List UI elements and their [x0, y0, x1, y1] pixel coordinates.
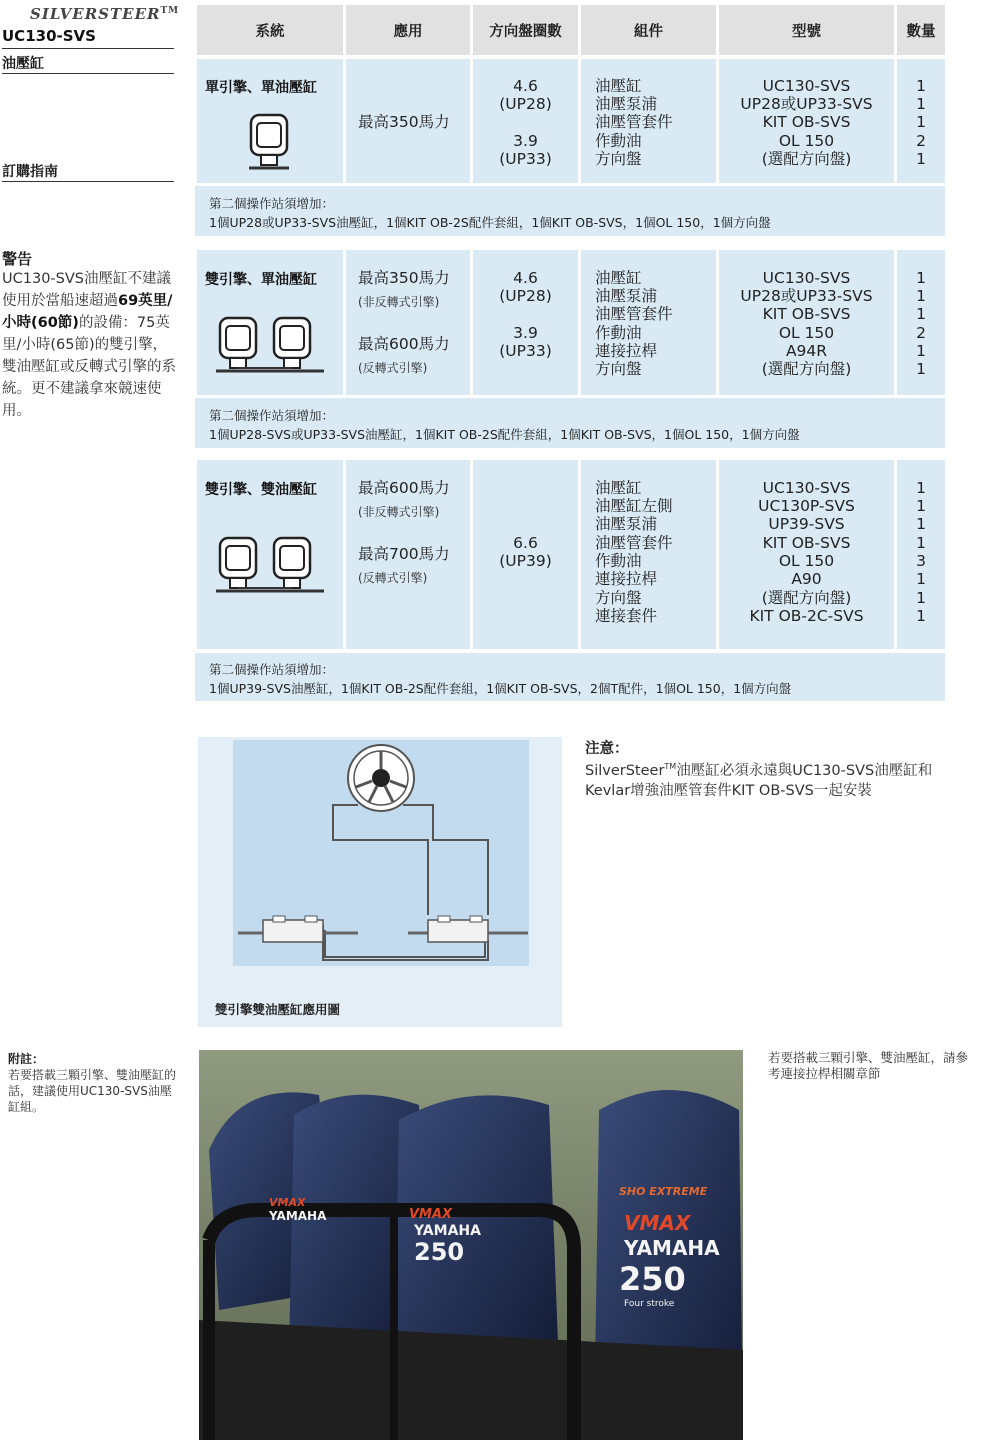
brand-logo: SILVERSTEER™: [30, 5, 180, 23]
turns-value: 4.6: [513, 77, 538, 95]
photo-illustration: [199, 1050, 743, 1440]
model-item: UC130-SVS: [762, 479, 851, 497]
application-text: 最高350馬力: [358, 269, 450, 287]
brand-label: YAMAHA: [624, 1236, 720, 1260]
brand-label: YAMAHA: [269, 1209, 327, 1223]
second-station-note: [195, 653, 945, 701]
component-item: 作動油: [595, 132, 642, 150]
model-item: (選配方向盤): [761, 150, 852, 168]
qty-item: 1: [916, 479, 926, 497]
model-item: UP28或UP33-SVS: [740, 95, 873, 113]
qty-item: 1: [916, 589, 926, 607]
note-text: 1個UP28或UP33-SVS油壓缸，1個KIT OB-2S配件套組，1個KIT OB-SVS，1個OL 150，1個方向盤: [209, 215, 771, 230]
qty-item: 1: [916, 269, 926, 287]
hydraulic-cylinder-left-icon: [238, 916, 358, 942]
turns-model: (UP33): [499, 342, 552, 360]
outboard-engine-icon: [245, 113, 293, 171]
vmax-label: VMAX: [409, 1207, 453, 1222]
application-subtext: (非反轉式引擎): [358, 295, 440, 309]
component-item: 油壓管套件: [595, 305, 673, 323]
qty-item: 1: [916, 515, 926, 533]
model-item: KIT OB-SVS: [762, 305, 851, 323]
footnote-text: 若要搭載三顆引擎、雙油壓缸的話，建議使用UC130-SVS油壓缸組。: [8, 1068, 177, 1114]
qty-item: 3: [916, 552, 926, 570]
application-text: 最高700馬力: [358, 545, 450, 563]
divider: [2, 181, 174, 182]
hydraulic-layout-diagram: [233, 740, 529, 966]
divider: [2, 73, 174, 74]
turns-model: (UP28): [499, 287, 552, 305]
diagram-caption: 雙引擎雙油壓缸應用圖: [215, 1002, 341, 1017]
model-item: KIT OB-2C-SVS: [749, 607, 864, 625]
warning-text: UC130-SVS油壓缸不建議使用於當船速超過69英里/小時(60節)的設備：75英里/小時(65節)的雙引擎，雙油壓缸或反轉式引擎的系統。更不建議拿來競速使用。: [2, 271, 176, 419]
component-item: 油壓管套件: [595, 113, 673, 131]
header-system: 系統: [197, 5, 343, 55]
product-category: 油壓缸: [2, 56, 44, 72]
component-item: 連接拉桿: [595, 342, 658, 360]
second-station-note: [195, 398, 945, 448]
model-item: OL 150: [778, 324, 835, 342]
brand-label: YAMAHA: [414, 1223, 481, 1239]
qty-item: 1: [916, 150, 926, 168]
qty-item: 2: [916, 132, 926, 150]
four-stroke-label: Four stroke: [624, 1299, 675, 1309]
component-item: 油壓缸左側: [595, 497, 673, 515]
header-turns: 方向盤圈數: [473, 5, 578, 55]
notice-text: SilverSteer™油壓缸必須永遠與UC130-SVS油壓缸和Kevlar增強油壓管套件KIT OB-SVS一起安裝: [585, 762, 933, 799]
model-item: UP28或UP33-SVS: [740, 287, 873, 305]
qty-item: 1: [916, 95, 926, 113]
qty-item: 1: [916, 342, 926, 360]
turns-model: (UP33): [499, 150, 552, 168]
note-text: 1個UP28-SVS或UP33-SVS油壓缸，1個KIT OB-2S配件套組，1個KIT OB-SVS，1個OL 150，1個方向盤: [209, 427, 800, 442]
system-label: 雙引擎、單油壓缸: [205, 272, 317, 288]
qty-item: 1: [916, 77, 926, 95]
component-item: 油壓泵浦: [595, 287, 658, 305]
note-title: 第二個操作站須增加：: [209, 408, 335, 423]
twin-engine-icon: [214, 536, 326, 598]
component-item: 連接套件: [595, 607, 658, 625]
application-text: 最高600馬力: [358, 479, 450, 497]
component-item: 作動油: [595, 324, 642, 342]
component-item: 油壓泵浦: [595, 95, 658, 113]
application-subtext: (反轉式引擎): [358, 571, 428, 585]
qty-item: 1: [916, 113, 926, 131]
component-item: 方向盤: [595, 150, 642, 168]
qty-item: 1: [916, 607, 926, 625]
model-item: A94R: [785, 342, 828, 360]
hp-label: 250: [619, 1260, 686, 1298]
note-text: 1個UP39-SVS油壓缸，1個KIT OB-2S配件套組，1個KIT OB-SVS，2個T配件，1個OL 150，1個方向盤: [209, 681, 792, 696]
component-item: 作動油: [595, 552, 642, 570]
system-label: 雙引擎、雙油壓缸: [205, 482, 317, 498]
model-item: UC130-SVS: [762, 77, 851, 95]
note-title: 第二個操作站須增加：: [209, 196, 335, 211]
application-text: 最高350馬力: [358, 113, 450, 131]
component-item: 油壓管套件: [595, 534, 673, 552]
application-subtext: (非反轉式引擎): [358, 505, 440, 519]
model-item: A90: [791, 570, 822, 588]
turns-value: 3.9: [513, 132, 538, 150]
extreme-label: SHO EXTREME: [619, 1185, 708, 1198]
turns-model: (UP28): [499, 95, 552, 113]
model-item: UP39-SVS: [768, 515, 845, 533]
application-subtext: (反轉式引擎): [358, 361, 428, 375]
model-item: KIT OB-SVS: [762, 534, 851, 552]
header-model: 型號: [719, 5, 894, 55]
footnote-title: 附註：: [8, 1052, 45, 1066]
qty-item: 2: [916, 324, 926, 342]
qty-item: 1: [916, 287, 926, 305]
application-text: 最高600馬力: [358, 335, 450, 353]
qty-item: 1: [916, 534, 926, 552]
hydraulic-cylinder-right-icon: [408, 916, 528, 942]
model-item: (選配方向盤): [761, 360, 852, 378]
note-title: 第二個操作站須增加：: [209, 662, 335, 677]
vmax-label: VMAX: [624, 1211, 691, 1235]
outboard-engines-photo: [199, 1050, 743, 1440]
model-item: OL 150: [778, 552, 835, 570]
notice-title: 注意：: [585, 741, 629, 757]
component-item: 連接拉桿: [595, 570, 658, 588]
component-item: 油壓泵浦: [595, 515, 658, 533]
system-label: 單引擎、單油壓缸: [205, 80, 317, 96]
header-application: 應用: [346, 5, 470, 55]
qty-item: 1: [916, 497, 926, 515]
model-item: UC130-SVS: [762, 269, 851, 287]
hp-label: 250: [414, 1238, 465, 1266]
qty-item: 1: [916, 305, 926, 323]
component-item: 油壓缸: [595, 77, 642, 95]
side-note: 若要搭載三顆引擎、雙油壓缸，請參考連接拉桿相關章節: [768, 1050, 969, 1081]
component-item: 油壓缸: [595, 479, 642, 497]
steering-wheel-icon: [348, 745, 414, 811]
turns-value: 6.6: [513, 534, 538, 552]
model-item: OL 150: [778, 132, 835, 150]
vmax-label: VMAX: [269, 1196, 306, 1209]
component-item: 方向盤: [595, 589, 642, 607]
turns-value: 4.6: [513, 269, 538, 287]
header-qty: 數量: [897, 5, 945, 55]
section-title: 訂購指南: [2, 164, 58, 180]
product-model: UC130-SVS: [2, 27, 96, 45]
component-item: 油壓缸: [595, 269, 642, 287]
model-item: (選配方向盤): [761, 589, 852, 607]
warning-title: 警告: [2, 250, 33, 268]
qty-item: 1: [916, 360, 926, 378]
divider: [2, 48, 174, 49]
twin-engine-icon: [214, 316, 326, 378]
qty-item: 1: [916, 570, 926, 588]
model-item: KIT OB-SVS: [762, 113, 851, 131]
second-station-note: [195, 186, 945, 236]
turns-model: (UP39): [499, 552, 552, 570]
header-components: 組件: [581, 5, 716, 55]
turns-value: 3.9: [513, 324, 538, 342]
model-item: UC130P-SVS: [758, 497, 855, 515]
component-item: 方向盤: [595, 360, 642, 378]
